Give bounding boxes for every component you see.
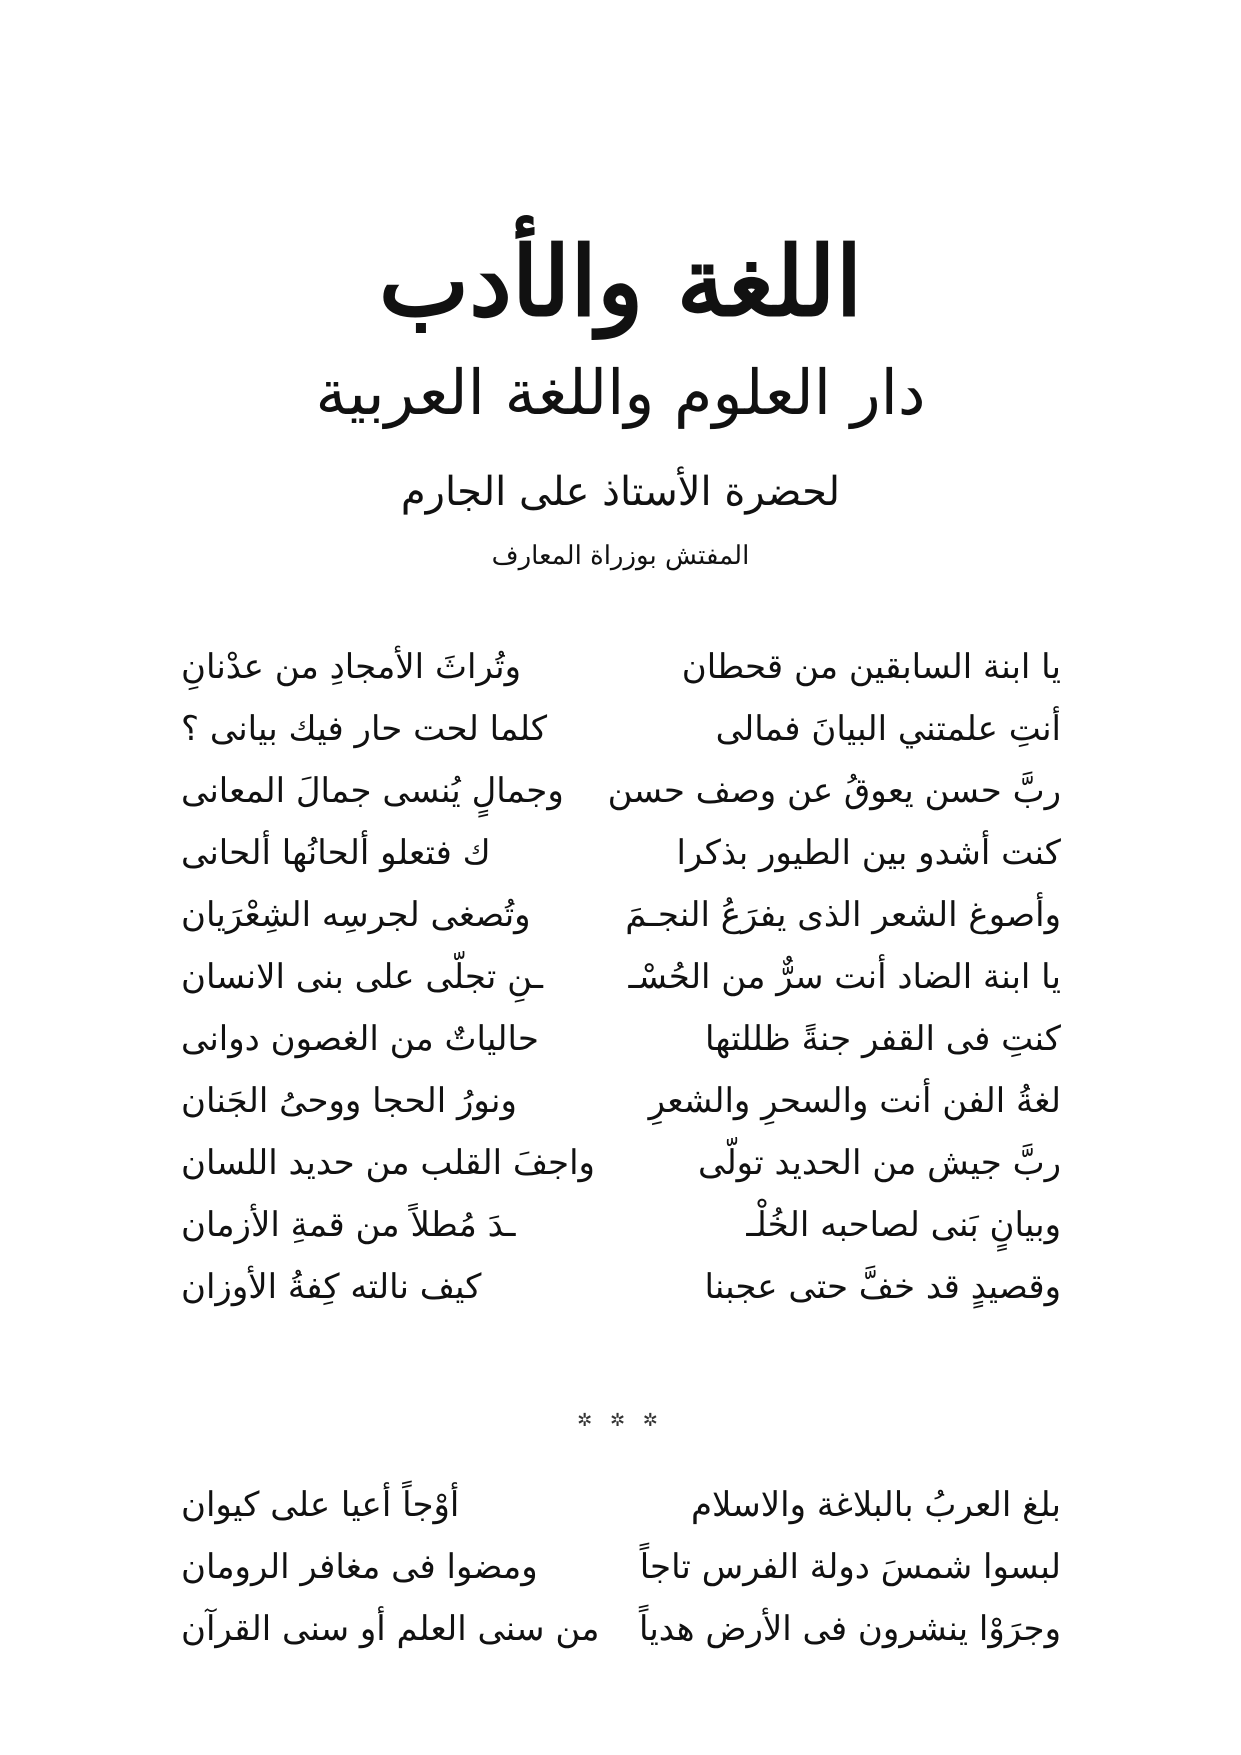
page-header — [0, 222, 1241, 576]
verse — [181, 1474, 1061, 1536]
verse-first-half: بلغ العربُ بالبلاغة والاسلام — [690, 1485, 1061, 1525]
verse-first-half: وقصيدٍ قد خفَّ حتى عجبنا — [704, 1267, 1061, 1307]
verse-first-half: يا ابنة الضاد أنت سرٌّ من الحُسْـ — [628, 957, 1061, 997]
verse-second-half: ـدَ مُطلاً من قمةِ الأزمان — [181, 1205, 516, 1245]
verse-second-half: ونورُ الحجا ووحىُ الجَنان — [181, 1081, 517, 1121]
verse-second-half: حالياتٌ من الغصون دوانى — [181, 1019, 539, 1059]
verse-first-half: يا ابنة السابقين من قحطان — [681, 647, 1061, 687]
verse — [181, 636, 1061, 698]
verse-second-half: ومضوا فى مغافر الرومان — [181, 1547, 538, 1587]
verse — [181, 1194, 1061, 1256]
verse-first-half: كنتِ فى القفر جنةً ظللتها — [705, 1019, 1061, 1059]
verse-first-half: ربَّ حسن يعوقُ عن وصف حسن — [607, 771, 1061, 811]
verse-first-half: كنت أشدو بين الطيور بذكرا — [676, 833, 1061, 873]
verse-first-half: لبسوا شمسَ دولة الفرس تاجاً — [639, 1547, 1061, 1587]
verse-second-half: وجمالٍ يُنسى جمالَ المعانى — [181, 771, 564, 811]
verse-second-half: وتُراثَ الأمجادِ من عدْنانِ — [181, 647, 522, 687]
verse — [181, 1008, 1061, 1070]
verse-second-half: كيف نالته كِفةُ الأوزان — [181, 1267, 482, 1307]
verse — [181, 1070, 1061, 1132]
verse — [181, 1132, 1061, 1194]
poem-part-1 — [181, 636, 1061, 1318]
author-line: لحضرة الأستاذ على الجارم — [400, 469, 841, 515]
verse-first-half: وجرَوْا ينشرون فى الأرض هدياً — [638, 1609, 1061, 1649]
verse-first-half: وأصوغ الشعر الذى يفرَعُ النجـمَ — [625, 895, 1061, 935]
verse — [181, 946, 1061, 1008]
article-title: دار العلوم واللغة العربية — [315, 356, 926, 429]
verse-first-half: وبيانٍ بَنى لصاحبه الخُلْـ — [746, 1205, 1061, 1245]
section-separator: ✲ ✲ ✲ — [577, 1410, 664, 1431]
verse-second-half: ـنِ تجلّى على بنى الانسان — [181, 957, 543, 997]
verse-first-half: لغةُ الفن أنت والسحرِ والشعرِ — [648, 1081, 1061, 1121]
verse-second-half: واجفَ القلب من حديد اللسان — [181, 1143, 595, 1183]
verse-second-half: ك فتعلو ألحانُها ألحانى — [181, 833, 491, 873]
poem-part-2 — [181, 1474, 1061, 1660]
verse-first-half: ربَّ جيش من الحديد تولّى — [697, 1143, 1061, 1183]
verse-second-half: أوْجاً أعيا على كيوان — [181, 1485, 460, 1525]
author-role: المفتش بوزراة المعارف — [491, 541, 750, 571]
verse-second-half: وتُصغى لجرسِه الشِعْرَيان — [181, 895, 531, 935]
verse-first-half: أنتِ علمتني البيانَ فمالى — [715, 709, 1061, 749]
verse — [181, 1256, 1061, 1318]
verse — [181, 1598, 1061, 1660]
verse — [181, 822, 1061, 884]
verse — [181, 698, 1061, 760]
verse-second-half: كلما لحت حار فيك بيانى ؟ — [181, 709, 548, 749]
verse — [181, 760, 1061, 822]
verse-second-half: من سنى العلم أو سنى القرآن — [181, 1609, 600, 1649]
verse — [181, 884, 1061, 946]
section-title: اللغة والأدب — [378, 225, 863, 338]
verse — [181, 1536, 1061, 1598]
